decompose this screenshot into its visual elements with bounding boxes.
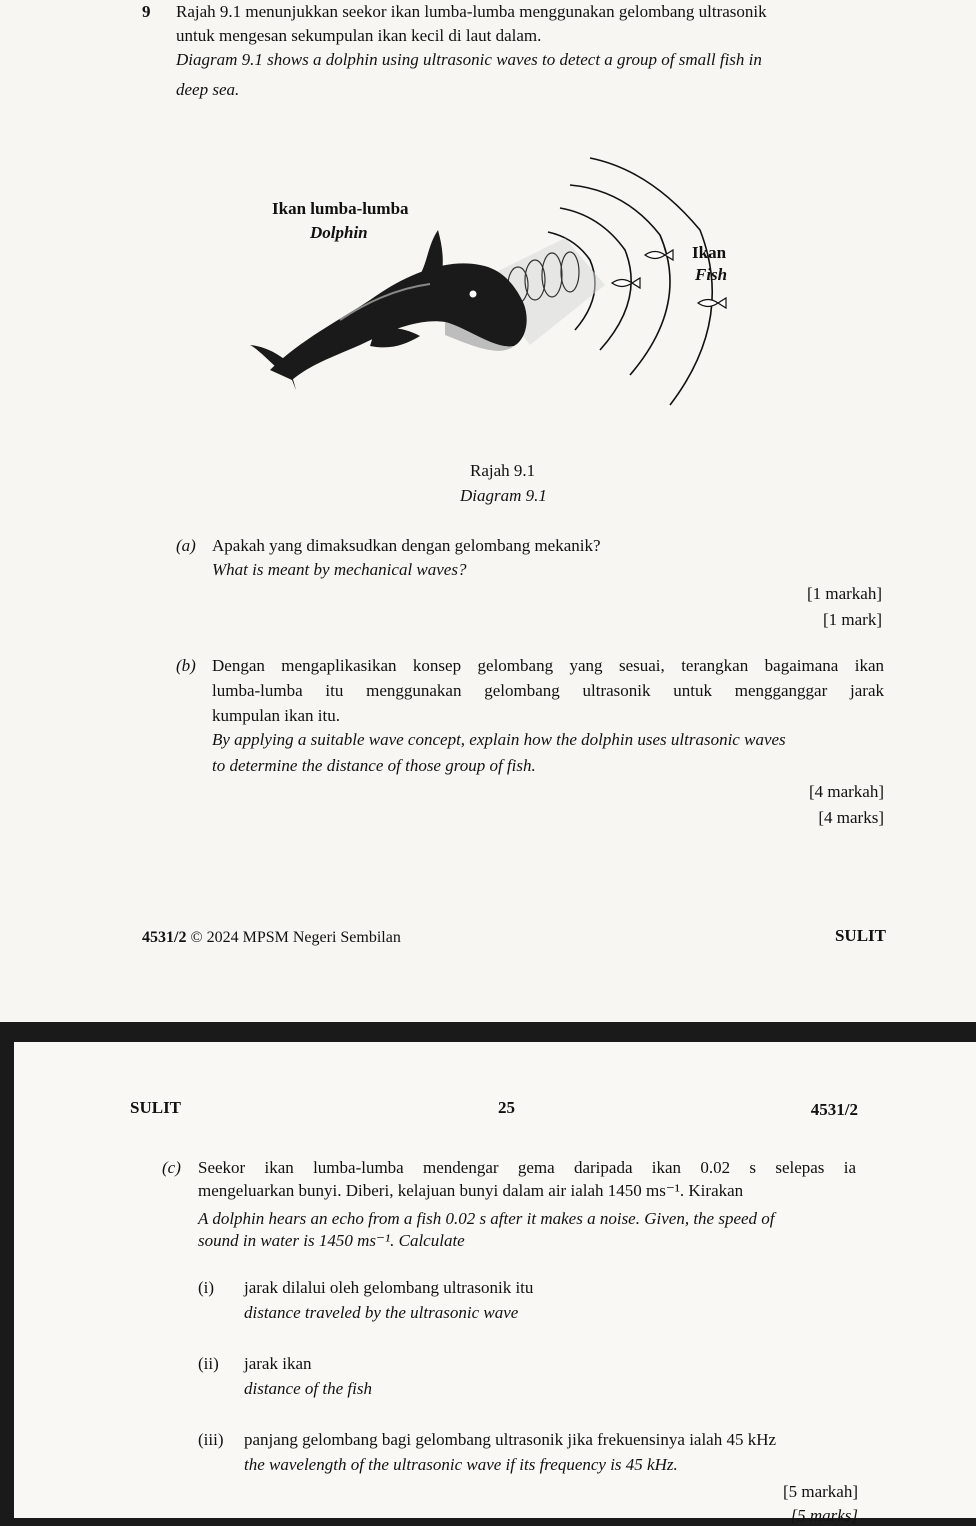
item-i-number: (i)	[198, 1278, 215, 1297]
part-c-question-malay-line-2: mengeluarkan bunyi. Diberi, kelajuan bunyi dalam air ialah 1450 ms⁻¹. Kirakan	[198, 1181, 744, 1200]
header-paper-code: 4531/2	[810, 1100, 858, 1119]
part-b-question-malay-line-1: Dengan mengaplikasikan konsep gelombang yang sesuai, terangkan bagaimana ikan	[212, 656, 884, 675]
header-page-number: 25	[498, 1098, 515, 1117]
page-footer	[142, 928, 401, 948]
part-b-label: (b)	[176, 656, 196, 675]
part-b-question-english-line-2: to determine the distance of those group of fish.	[212, 756, 536, 775]
diagram-caption-malay: Rajah 9.1	[470, 461, 536, 480]
part-c-question-malay-line-1: Seekor ikan lumba-lumba mendengar gema daripada ikan 0.02 s selepas ia	[198, 1158, 856, 1177]
part-a-marks-malay: [1 markah]	[806, 584, 882, 603]
question-number: 9	[142, 2, 151, 21]
part-b-question-english-line-1: By applying a suitable wave concept, explain how the dolphin uses ultrasonic waves	[212, 730, 786, 749]
footer-paper-code: 4531/2	[142, 929, 187, 946]
part-a-question-malay: Apakah yang dimaksudkan dengan gelombang mekanik?	[212, 536, 601, 555]
dolphin-icon	[250, 230, 527, 390]
part-b-question-malay-line-3: kumpulan ikan itu.	[212, 706, 340, 725]
part-c-question-english-line-2: sound in water is 1450 ms⁻¹. Calculate	[198, 1231, 465, 1250]
item-iii-malay: panjang gelombang bagi gelombang ultrasonik jika frekuensinya ialah 45 kHz	[244, 1430, 777, 1449]
header-status: SULIT	[130, 1098, 182, 1117]
diagram-caption-english: Diagram 9.1	[460, 486, 547, 505]
part-b-question-malay-line-2: lumba-lumba itu menggunakan gelombang ultrasonik untuk mengganggar jarak	[212, 681, 884, 700]
intro-malay-line-1: Rajah 9.1 menunjukkan seekor ikan lumba-lumba menggunakan gelombang ultrasonik	[176, 2, 767, 21]
part-b-marks-malay: [4 markah]	[808, 782, 884, 801]
part-c-question-english-line-1: A dolphin hears an echo from a fish 0.02 s after it makes a noise. Given, the speed of	[198, 1209, 775, 1228]
item-i-english: distance traveled by the ultrasonic wave	[244, 1303, 519, 1322]
dolphin-label-malay: Ikan lumba-lumba	[272, 199, 409, 218]
intro-english-line-2: deep sea.	[176, 80, 240, 99]
exam-page-2	[14, 1042, 976, 1525]
item-ii-number: (ii)	[198, 1354, 219, 1373]
footer-status: SULIT	[834, 926, 886, 945]
part-a-label: (a)	[176, 536, 196, 555]
part-c-marks-english: [5 marks]	[790, 1506, 858, 1525]
fish-label-english: Fish	[695, 265, 728, 284]
item-ii-english: distance of the fish	[244, 1379, 372, 1398]
item-iii-english: the wavelength of the ultrasonic wave if its frequency is 45 kHz.	[244, 1455, 678, 1474]
fish-label-malay: Ikan	[692, 243, 727, 262]
item-iii-number: (iii)	[198, 1430, 224, 1449]
part-a-marks-english: [1 mark]	[822, 610, 882, 629]
intro-malay-line-2: untuk mengesan sekumpulan ikan kecil di laut dalam.	[176, 26, 542, 45]
footer-copyright: © 2024 MPSM Negeri Sembilan	[190, 929, 401, 946]
intro-english-line-1: Diagram 9.1 shows a dolphin using ultrasonic waves to detect a group of small fish in	[176, 50, 762, 69]
part-b-marks-english: [4 marks]	[818, 808, 884, 827]
dolphin-label-english: Dolphin	[310, 223, 368, 242]
part-c-label: (c)	[162, 1158, 181, 1177]
part-c-marks-malay: [5 markah]	[782, 1482, 858, 1501]
item-ii-malay: jarak ikan	[244, 1354, 312, 1373]
part-a-question-english: What is meant by mechanical waves?	[212, 560, 467, 579]
item-i-malay: jarak dilalui oleh gelombang ultrasonik itu	[244, 1278, 534, 1297]
dolphin-sonar-diagram	[230, 150, 750, 420]
